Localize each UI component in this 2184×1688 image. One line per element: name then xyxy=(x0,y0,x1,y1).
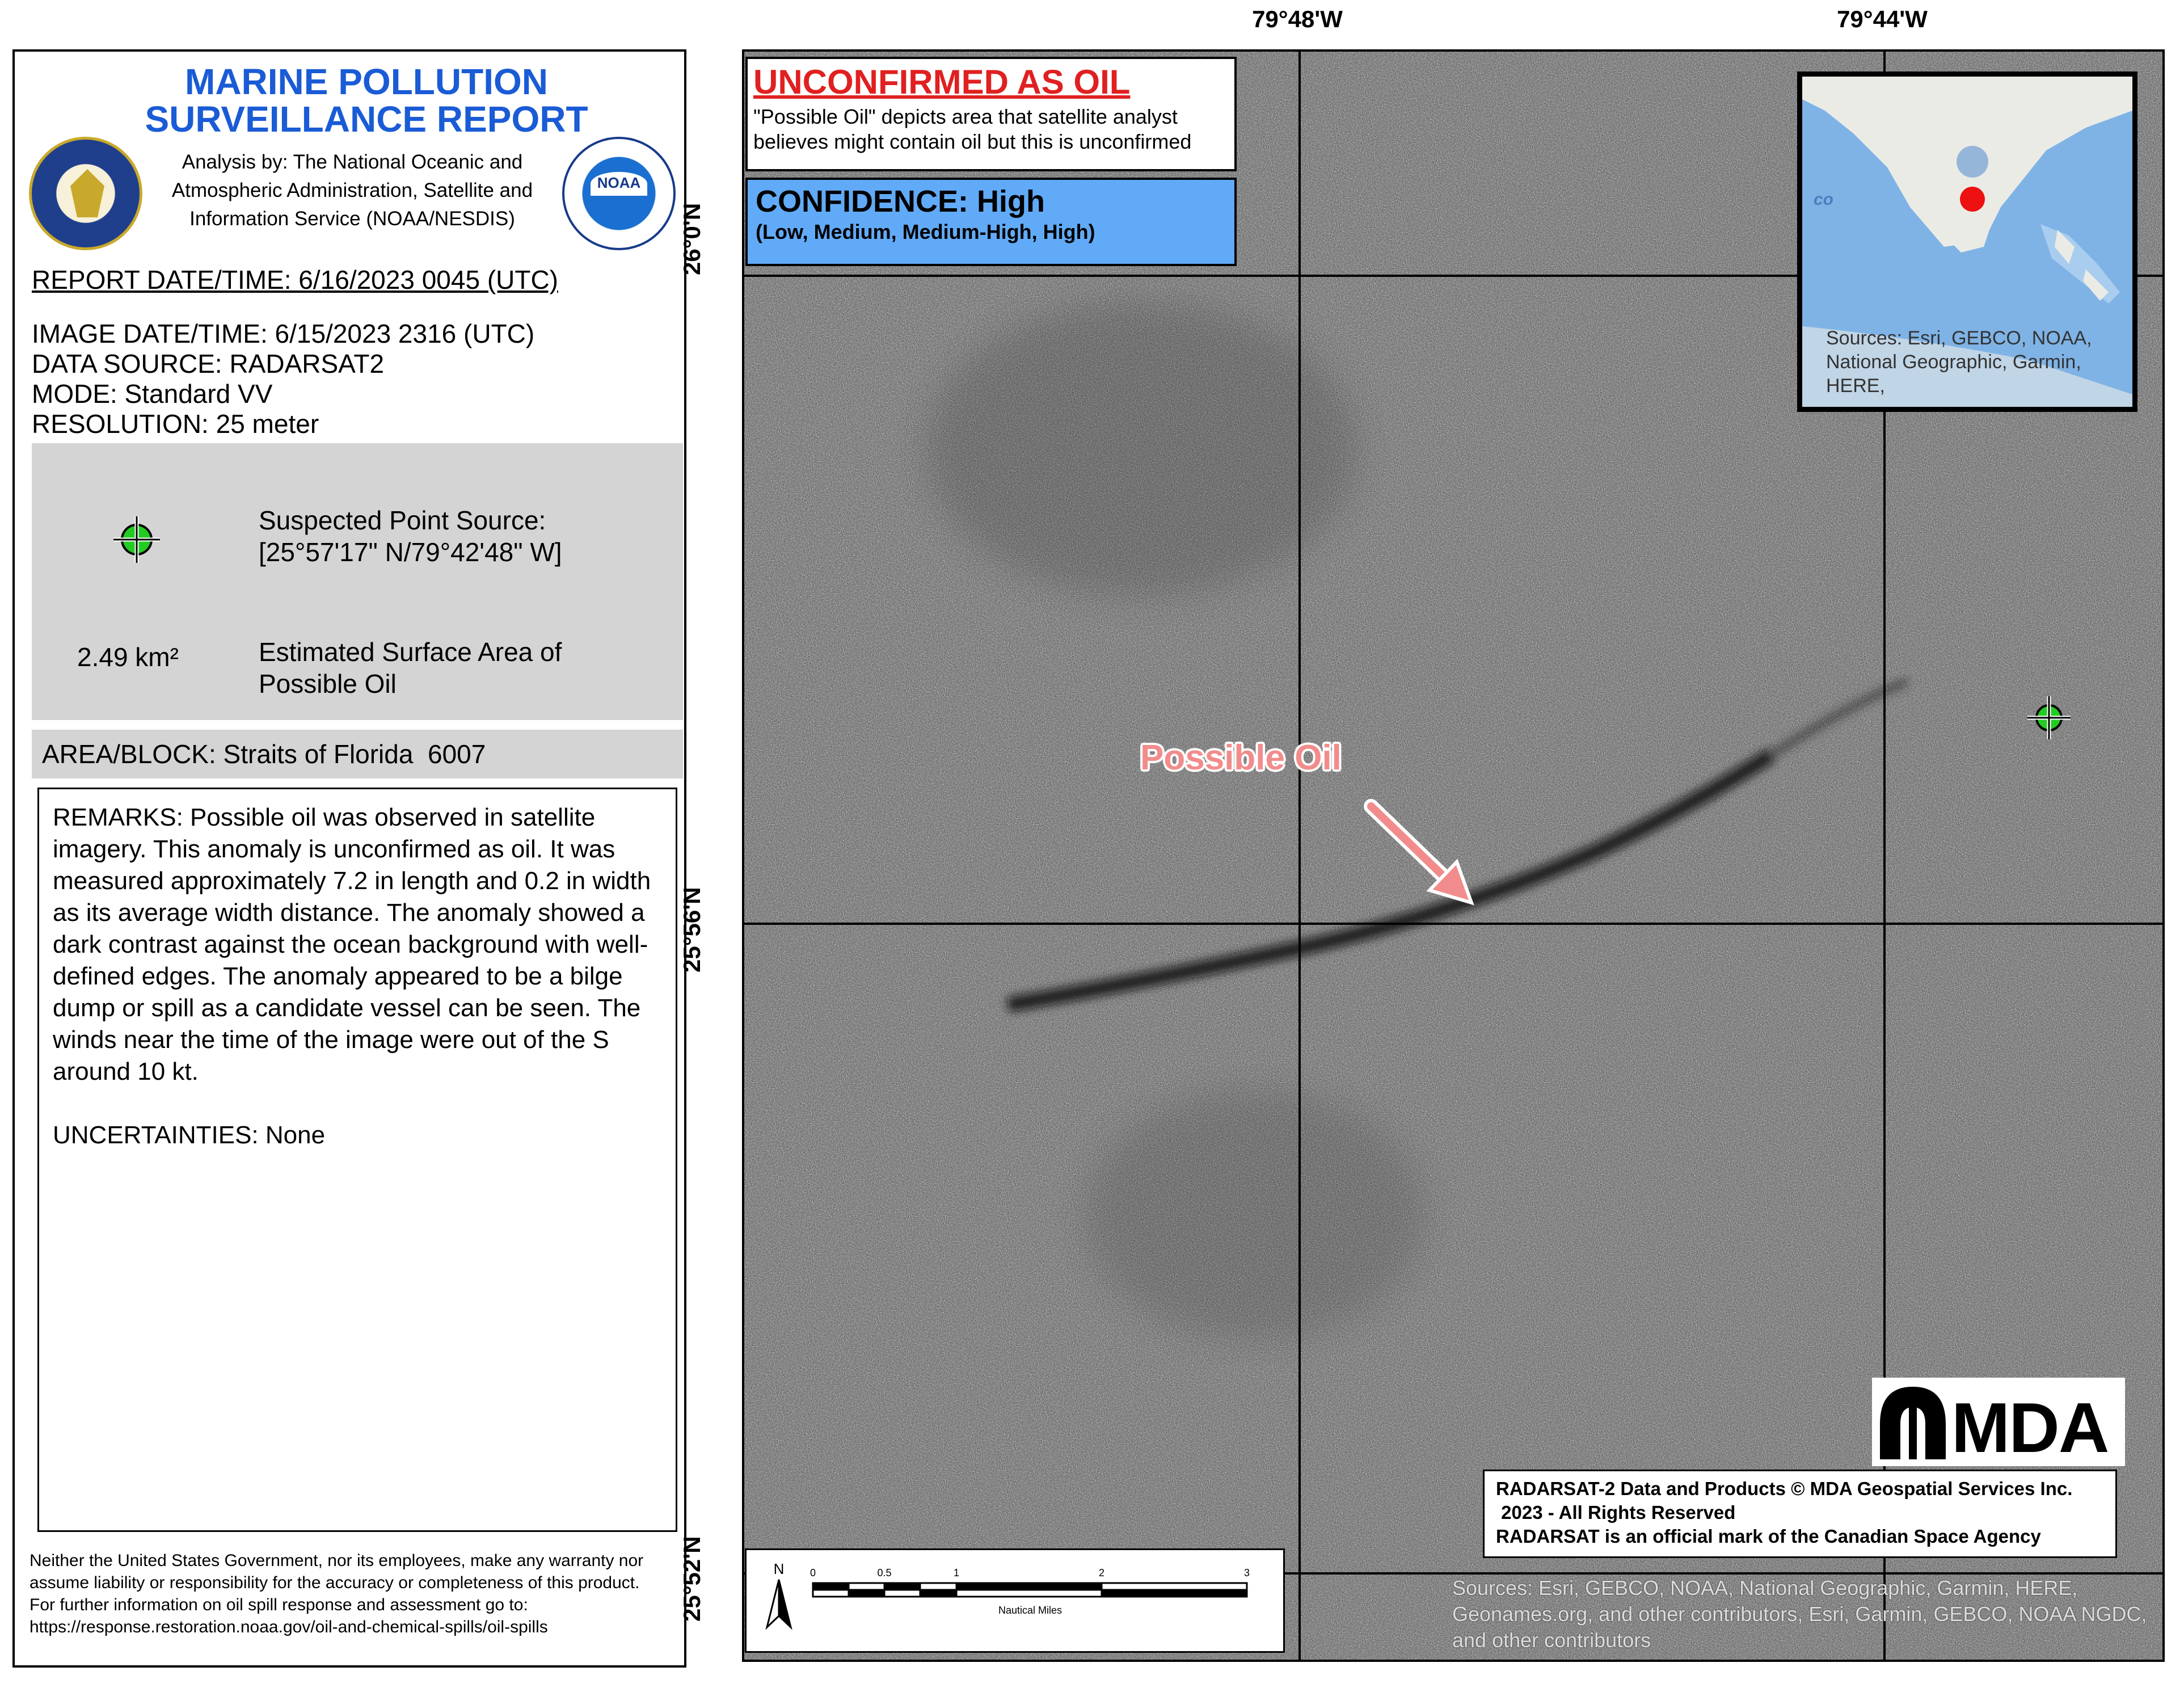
legend-box xyxy=(32,443,683,720)
latitude-label-26-00: 26°0'N xyxy=(678,203,705,275)
report-title xyxy=(100,63,633,138)
copyright-box xyxy=(1483,1470,2117,1558)
surface-area-value: 2.49 km² xyxy=(77,642,179,672)
scale-bar xyxy=(813,1583,1247,1597)
latitude-label-25-56: 25°56'N xyxy=(678,887,705,973)
unconfirmed-description xyxy=(753,104,1229,154)
mda-logo-text: MDA xyxy=(1951,1389,2109,1467)
north-label: N xyxy=(773,1560,785,1577)
surface-area-label-line-1: Estimated Surface Area of xyxy=(259,637,562,667)
point-source-label xyxy=(259,504,562,568)
area-block: AREA/BLOCK: Straits of Florida 6007 xyxy=(32,730,683,778)
report-panel xyxy=(12,49,686,1668)
dark-patch xyxy=(926,301,1357,596)
eagle-icon xyxy=(70,169,104,217)
data-source: DATA SOURCE: RADARSAT2 xyxy=(32,349,385,378)
uncertainties-text: UNCERTAINTIES: None xyxy=(53,1121,326,1149)
point-source-crosshair-icon xyxy=(111,514,162,565)
unconfirmed-description-line-2: believes might contain oil but this is unconfirmed xyxy=(753,130,1192,153)
latitude-label-25-52: 25°52'N xyxy=(678,1536,705,1622)
confidence-level: CONFIDENCE: High xyxy=(756,184,1045,218)
image-datetime: IMAGE DATE/TIME: 6/15/2023 2316 (UTC) xyxy=(32,319,535,348)
image-resolution: RESOLUTION: 25 meter xyxy=(32,409,319,439)
mda-logo xyxy=(1872,1378,2125,1466)
surface-area-label-line-2: Possible Oil xyxy=(259,669,397,698)
disclaimer xyxy=(29,1550,682,1638)
longitude-label-79-48: 79°48'W xyxy=(1252,6,1343,32)
confidence-box xyxy=(745,178,1237,266)
unconfirmed-notice xyxy=(745,57,1237,171)
disclaimer-info: For further information on oil spill response and assessment go to: xyxy=(29,1596,528,1614)
inset-sources: Sources: Esri, GEBCO, NOAA, National Geographic, Garmin, HERE, xyxy=(1826,327,2092,397)
inset-partial-label: co xyxy=(1814,190,1834,209)
longitude-label-79-44: 79°44'W xyxy=(1837,6,1928,32)
point-source-title: Suspected Point Source: xyxy=(259,506,546,535)
unconfirmed-description-line-1: "Possible Oil" depicts area that satellite analyst xyxy=(753,105,1178,128)
scale-tick-0-5: 0.5 xyxy=(877,1567,892,1578)
scale-tick-3: 3 xyxy=(1243,1567,1250,1578)
scale-bar-graphic xyxy=(747,1550,1283,1651)
copyright-line-3: RADARSAT is an official mark of the Canadian Space Agency xyxy=(1496,1526,2041,1547)
scale-tick-0: 0 xyxy=(809,1567,816,1578)
report-datetime: REPORT DATE/TIME: 6/16/2023 0045 (UTC) xyxy=(32,265,558,294)
mda-logo-icon xyxy=(1878,1384,1948,1459)
scale-tick-1: 1 xyxy=(953,1567,960,1578)
disclaimer-url[interactable]: https://response.restoration.noaa.gov/oil-and-chemical-spills/oil-spills xyxy=(29,1618,548,1636)
confidence-scale: (Low, Medium, Medium-High, High) xyxy=(756,220,1095,243)
analysis-by-text: Analysis by: The National Oceanic and Atmospheric Administration, Satellite and Information Service (NOAA/NESDIS) xyxy=(171,151,533,230)
point-source-coordinates: [25°57'17" N/79°42'48" W] xyxy=(259,537,562,567)
remarks-text: REMARKS: Possible oil was observed in satellite imagery. This anomaly is unconfirmed as oil. It was measured approximately 7.2 in length and 0.2 in width as its average width distance. The anomaly showed a dark contrast against the ocean background with well-defined edges. The anomaly appeared to be a bilge dump or spill as a candidate vessel can be seen. The winds near the time of the image were out of the S around 10 kt. xyxy=(53,803,651,1085)
locator-inset-map[interactable] xyxy=(1797,71,2137,412)
disclaimer-liability: Neither the United States Government, nor its employees, make any warranty nor assume liability or responsibility for the accuracy or completeness of this product. xyxy=(29,1551,644,1592)
north-arrow-icon xyxy=(767,1580,791,1627)
surface-area-label xyxy=(259,636,562,700)
remarks-box xyxy=(37,788,677,1532)
basemap-sources: Sources: Esri, GEBCO, NOAA, National Geographic, Garmin, HERE, Geonames.org, and other contributors, Esri, Garmin, GEBCO, NOAA NGDC, and other contributors xyxy=(1452,1576,2147,1652)
noaa-logo-text: NOAA xyxy=(597,174,641,191)
imaging-mode: MODE: Standard VV xyxy=(32,379,273,409)
noaa-logo-icon xyxy=(562,137,676,250)
scale-bar-box xyxy=(745,1548,1285,1653)
copyright-line-1: RADARSAT-2 Data and Products © MDA Geospatial Services Inc. xyxy=(1496,1478,2073,1499)
possible-oil-label: Possible Oil xyxy=(1140,738,1342,777)
title-line-1: MARINE POLLUTION xyxy=(185,61,548,102)
dark-patch xyxy=(1085,1090,1425,1340)
unconfirmed-title: UNCONFIRMED AS OIL xyxy=(753,63,1131,101)
scale-tick-2: 2 xyxy=(1098,1567,1105,1578)
department-of-commerce-seal-icon xyxy=(29,137,142,250)
location-marker-icon xyxy=(1960,187,1985,212)
title-line-2: SURVEILLANCE REPORT xyxy=(145,99,588,140)
scale-units: Nautical Miles xyxy=(998,1605,1063,1616)
copyright-line-2: 2023 - All Rights Reserved xyxy=(1496,1502,1736,1523)
